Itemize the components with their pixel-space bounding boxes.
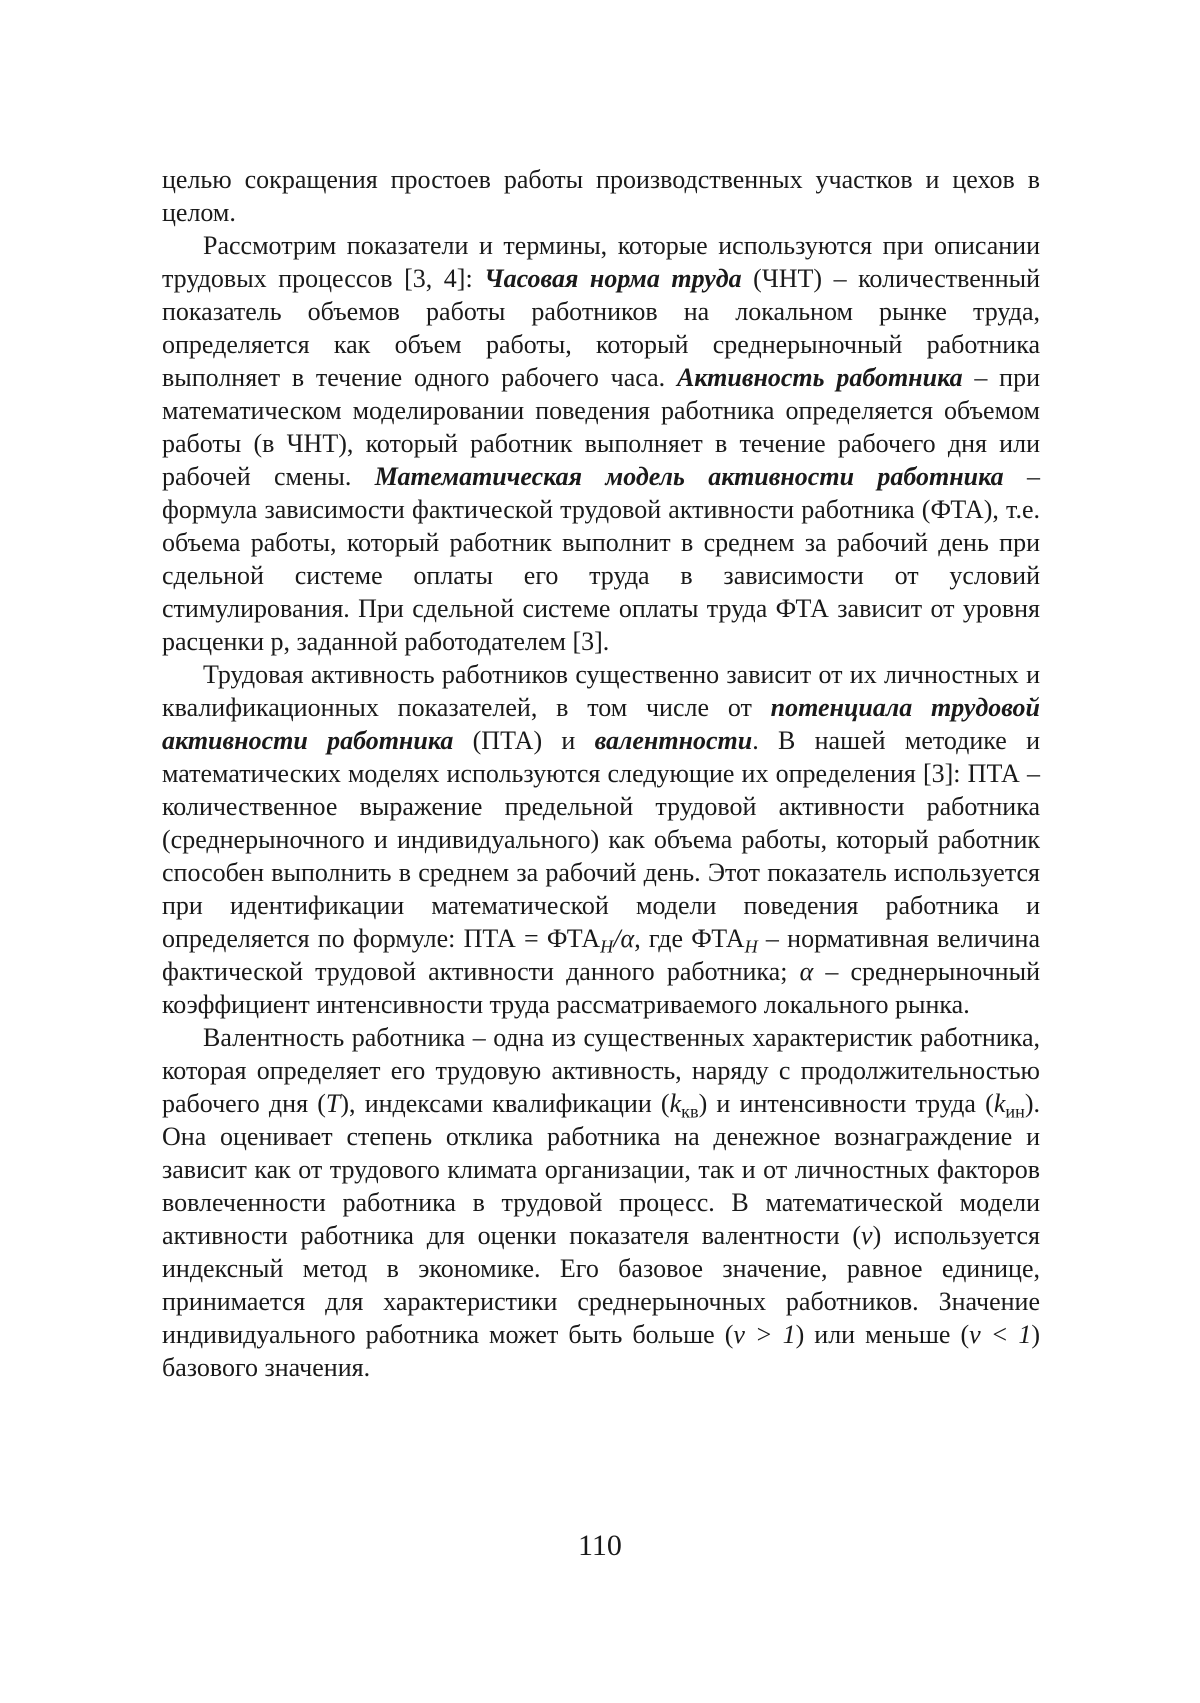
term-valence: валентности <box>594 726 753 755</box>
formula-fta-h <box>691 924 758 957</box>
page-number: 110 <box>578 1529 622 1562</box>
text-run: ). Она оценивает степень отклика работника на денежное вознаграждение и зависит как от трудового климата организации, так и от личностных факторов вовлеченности работника в трудовой процесс. В математической модели активности работника для оценки показателя валентности ( <box>162 1089 1040 1250</box>
text-run: , где <box>634 924 692 953</box>
formula-k-in <box>993 1089 1025 1122</box>
formula-part: /α <box>613 924 635 953</box>
text-run: . В нашей методике и математических моделях используются следующие их определения [3]: ПТА – количественное выражение предельной трудовой активности работника (среднерыночного и индивидуального) как объема работы, который работник способен выполнить в среднем за рабочий день. Этот показатель используется при идентификации математической модели поведения работника и определяется по формуле: <box>162 726 1040 953</box>
term-hourly-labor-norm: Часовая норма труда <box>484 264 742 293</box>
paragraph-text: целью сокращения простоев работы производственных участков и цехов в целом. <box>162 165 1040 227</box>
text-run: ), индексами квалификации ( <box>340 1089 670 1118</box>
formula-alpha: α <box>799 957 814 986</box>
text-run: Валентность работника – одна из существенных характеристик работника, которая определяет его трудовую активность, наряду с продолжительностью рабочего дня ( <box>162 1023 1040 1118</box>
text-run: ) используется индексный метод в экономике. Его базовое значение, равное единице, принимается для характеристики среднерыночных работников. Значение индивидуального работника может быть больше ( <box>162 1221 1040 1349</box>
formula-subscript: H <box>744 936 758 957</box>
term-math-model: Математическая модель активности работника <box>374 462 1004 491</box>
text-run: Рассмотрим показатели и термины, которые используются при описании трудовых процессов [3, 4]: <box>162 231 1040 293</box>
text-run: ) базового значения. <box>162 1320 1041 1382</box>
formula-part: ПТА = ФТА <box>463 924 601 953</box>
formula-subscript: ин <box>1005 1101 1025 1122</box>
formula-part: k <box>993 1089 1006 1118</box>
formula-k-kv <box>669 1089 699 1122</box>
text-run: ) или меньше ( <box>795 1320 970 1349</box>
text-run: Трудовая активность работников существенно зависит от их личностных и квалификационных показателей, в том числе от <box>162 660 1040 722</box>
formula-pta <box>463 924 635 957</box>
text-run: – нормативная величина фактической трудовой активности данного работника; <box>162 924 1041 986</box>
term-activity-potential: потенциала трудовой активности работника <box>162 693 1040 755</box>
text-run: – при математическом моделировании поведения работника определяется объемом работы (в ЧНТ), который работник выполняет в течение рабочего дня или рабочей смены. <box>162 363 1041 491</box>
text-run: – среднерыночный коэффициент интенсивности труда рассматриваемого локального рынка. <box>162 957 1040 1019</box>
formula-part: k <box>669 1089 682 1118</box>
paragraph-terms-intro <box>162 229 1040 658</box>
paragraph-valence <box>162 1021 1040 1384</box>
formula-v-lt-1: v < 1 <box>969 1320 1032 1349</box>
paragraph-potential <box>162 658 1040 1021</box>
term-worker-activity: Активность работника <box>676 363 963 392</box>
text-run: (ЧНТ) – количественный показатель объемов работы работников на локальном рынке труда, определяется как объем работы, который среднерыночный работника выполняет в течение одного рабочего часа. <box>162 264 1040 392</box>
formula-t: T <box>325 1089 341 1118</box>
text-run: (ПТА) и <box>453 726 595 755</box>
body-text <box>162 163 1040 1384</box>
paragraph-continuation <box>162 163 1040 229</box>
formula-v-gt-1: v > 1 <box>733 1320 796 1349</box>
text-run: ) и интенсивности труда ( <box>698 1089 994 1118</box>
text-run: – формула зависимости фактической трудовой активности работника (ФТА), т.е. объема работы, который работник выполнит в среднем за рабочий день при сдельной системе оплаты его труда в зависимости от условий стимулирования. При сдельной системе оплаты труда ФТА зависит от уровня расценки p, заданной работодателем [3]. <box>162 462 1040 656</box>
formula-v: v <box>861 1221 873 1250</box>
formula-subscript: кв <box>681 1101 699 1122</box>
formula-part: ФТА <box>691 924 745 953</box>
formula-subscript: H <box>600 936 614 957</box>
